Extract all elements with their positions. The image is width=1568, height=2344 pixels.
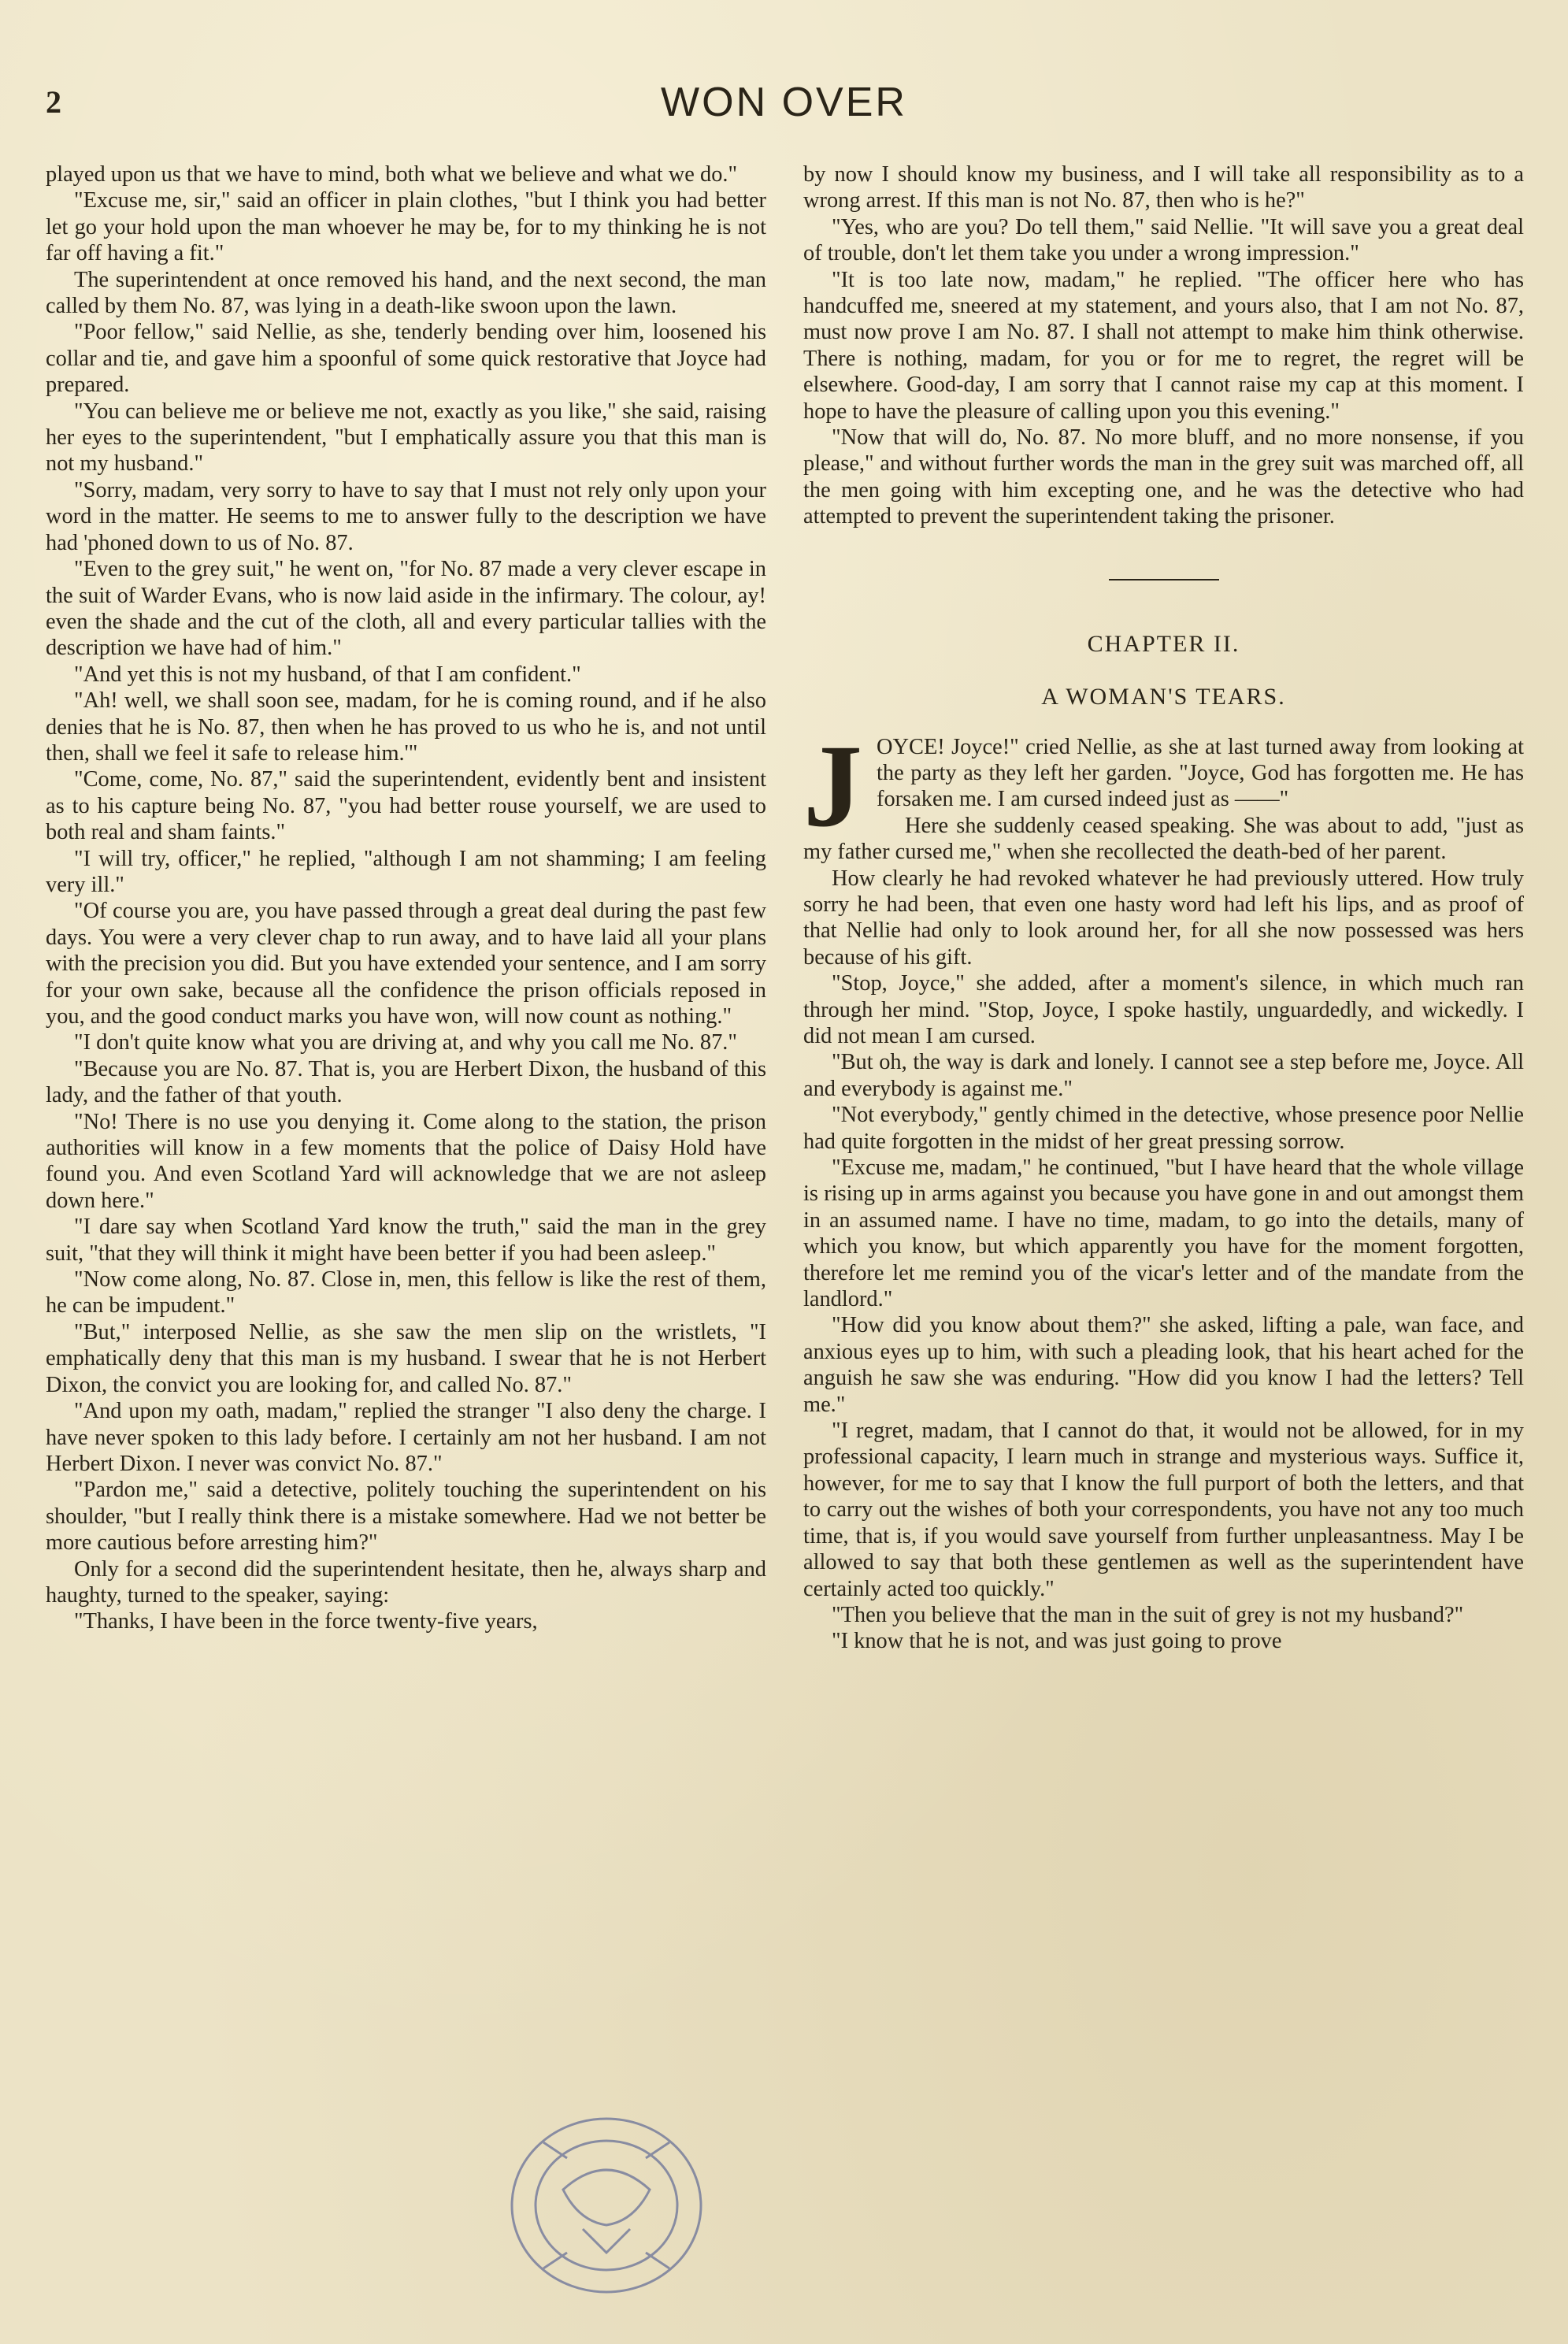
paragraph: "How did you know about them?" she asked, lifting a pale, wan face, and anxious eyes up to him, with such a pleading look, that his heart ached for the anguish he saw she was enduring. "How did you know I had the letters? Tell me."	[803, 1313, 1524, 1417]
paragraph: "No! There is no use you denying it. Come along to the station, the prison authorities will know in a few moments that the police of Daisy Hold have found you. And even Scotland Yard will acknowledge that we are not asleep down here."	[46, 1109, 766, 1213]
paragraph: "Come, come, No. 87," said the superintendent, evidently bent and insistent as to his capture being No. 87, "you had better rouse yourself, we are used to both real and sham faints."	[46, 767, 766, 845]
paragraph: "I dare say when Scotland Yard know the truth," said the man in the grey suit, "that they will think it might have been better if you had been asleep."	[46, 1215, 766, 1266]
paragraph: "Excuse me, madam," he continued, "but I have heard that the whole village is rising up in arms against you because you have gone in and out amongst them in an assumed name. I have no time, madam, to go into the details, many of which you know, but which apparently you have for the moment forgotten, therefore let me remind you of the vicar's letter and of the mandate from the landlord."	[803, 1155, 1524, 1312]
paragraph: "Not everybody," gently chimed in the detective, whose presence poor Nellie had quite forgotten in the midst of her great pressing sorrow.	[803, 1103, 1524, 1154]
paragraph: "But oh, the way is dark and lonely. I cannot see a step before me, Joyce. All and everybody is against me."	[803, 1050, 1524, 1101]
running-title: WON OVER	[661, 80, 907, 125]
drop-cap: J	[803, 720, 862, 851]
paragraph: "Because you are No. 87. That is, you are Herbert Dixon, the husband of this lady, and the father of that youth.	[46, 1056, 766, 1108]
paragraph: "I will try, officer," he replied, "although I am not shamming; I am feeling very ill."	[46, 846, 766, 897]
paragraph: Here she suddenly ceased speaking. She was about to add, "just as my father cursed me," when she recollected the death-bed of her parent.	[803, 813, 1524, 865]
section-divider	[1109, 579, 1219, 580]
left-column	[46, 161, 766, 1635]
paragraph: How clearly he had revoked whatever he had previously uttered. How truly sorry he had been, that even one hasty word had left his lips, and as proof of that Nellie had only to look around her, for all she now possessed was hers because of his gift.	[803, 866, 1524, 970]
paragraph: "Excuse me, sir," said an officer in plain clothes, "but I think you had better let go your hold upon the man whoever he may be, for to my thinking he is not far off having a fit."	[46, 188, 766, 266]
paragraph: The superintendent at once removed his hand, and the next second, the man called by them No. 87, was lying in a death-like swoon upon the lawn.	[46, 267, 766, 319]
paragraph: "I regret, madam, that I cannot do that, it would not be allowed, for in my professional capacity, I learn much in strange and mysterious ways. Suffice it, however, for me to say that I know the full purport of both the letters, and that to carry out the wishes of both your correspondents, you have not any too much time, that is, if you would save yourself from further unpleasantness. May I be allowed to say that both these gentlemen as well as the superintendent have certainly acted too quickly."	[803, 1419, 1524, 1601]
chapter-heading: CHAPTER II.	[1087, 630, 1240, 657]
paragraph: "You can believe me or believe me not, exactly as you like," she said, raising her eyes to the superintendent, "but I emphatically assure you that this man is not my husband."	[46, 399, 766, 477]
library-stamp-icon	[488, 2095, 725, 2316]
chapter-subtitle: A WOMAN'S TEARS.	[1041, 684, 1286, 710]
paragraph: "Ah! well, we shall soon see, madam, for he is coming round, and if he also denies that he is No. 87, then when he has proved to us who he is, and not until then, shall we feel it safe to release him.'"	[46, 688, 766, 766]
paragraph: "Of course you are, you have passed through a great deal during the past few days. You were a very clever chap to run away, and to have laid all your plans with the precision you did. But you have extended your sentence, and I am sorry for your own sake, because all the confidence the prison officials reposed in you, and the good conduct marks you have won, will now count as nothing."	[46, 899, 766, 1029]
paragraph: "I know that he is not, and was just going to prove	[832, 1629, 1282, 1654]
paragraph: "Even to the grey suit," he went on, "for No. 87 made a very clever escape in the suit of Warder Evans, who is now laid aside in the infirmary. The colour, ay! even the shade and the cut of the cloth, all and every particular tallies with the description we have had of him."	[46, 557, 766, 661]
right-column	[803, 161, 1524, 1655]
paragraph: "Poor fellow," said Nellie, as she, tenderly bending over him, loosened his collar and tie, and gave him a spoonful of some quick restorative that Joyce had prepared.	[46, 320, 766, 398]
paragraph: played upon us that we have to mind, both what we believe and what we do."	[46, 162, 738, 187]
paragraph: "And yet this is not my husband, of that I am confident."	[74, 662, 581, 687]
opening-text: OYCE! Joyce!" cried Nellie, as she at last turned away from looking at the party as they left her garden. "Joyce, God has forgotten me. He has forsaken me. I am cursed indeed just as ——"	[877, 734, 1524, 812]
paragraph: "I don't quite know what you are driving at, and why you call me No. 87."	[74, 1030, 737, 1055]
paragraph: "Pardon me," said a detective, politely touching the superintendent on his shoulder, "but I really think there is a mistake somewhere. Had we not better be more cautious before arresting him?"	[46, 1478, 766, 1556]
paragraph: "Yes, who are you? Do tell them," said Nellie. "It will save you a great deal of trouble, don't let them take you under a wrong impression."	[803, 214, 1524, 266]
page-header	[46, 72, 1522, 128]
paragraph: "Now come along, No. 87. Close in, men, this fellow is like the rest of them, he can be impudent."	[46, 1267, 766, 1318]
paragraph: "Then you believe that the man in the suit of grey is not my husband?"	[832, 1602, 1464, 1627]
paragraph: "It is too late now, madam," he replied. "The officer here who has handcuffed me, sneered at my statement, and yours also, that I am not No. 87, must now prove I am No. 87. I shall not attempt to make him think otherwise. There is nothing, madam, for you or for me to regret, the regret will be elsewhere. Good-day, I am sorry that I cannot raise my cap at this moment. I hope to have the pleasure of calling upon you this evening."	[803, 267, 1524, 424]
page-number: 2	[46, 84, 61, 120]
paragraph: "Stop, Joyce," she added, after a moment's silence, in which much ran through her mind. "Stop, Joyce, I spoke hastily, unguardedly, and wickedly. I did not mean I am cursed.	[803, 971, 1524, 1048]
paragraph: "Now that will do, No. 87. No more bluff, and no more nonsense, if you please," and without further words the man in the grey suit was marched off, all the men going with him excepting one, and he was the detective who had attempted to prevent the superintendent taking the prisoner.	[803, 425, 1524, 529]
paragraph: by now I should know my business, and I will take all responsibility as to a wrong arrest. If this man is not No. 87, then who is he?"	[803, 162, 1524, 213]
paragraph: "But," interposed Nellie, as she saw the men slip on the wristlets, "I emphatically deny that this man is my husband. I swear that he is not Herbert Dixon, the convict you are looking for, and called No. 87."	[46, 1319, 766, 1397]
paragraph: Only for a second did the superintendent hesitate, then he, always sharp and haughty, turned to the speaker, saying:	[46, 1556, 766, 1608]
paragraph: "And upon my oath, madam," replied the stranger "I also deny the charge. I have never spoken to this lady before. I certainly am not her husband. I am not Herbert Dixon. I never was convict No. 87."	[46, 1399, 766, 1476]
paragraph: "Sorry, madam, very sorry to have to say that I must not rely only upon your word in the matter. He seems to me to answer fully to the description we have had 'phoned down to us of No. 87.	[46, 477, 766, 555]
paragraph: "Thanks, I have been in the force twenty-five years,	[74, 1609, 538, 1634]
